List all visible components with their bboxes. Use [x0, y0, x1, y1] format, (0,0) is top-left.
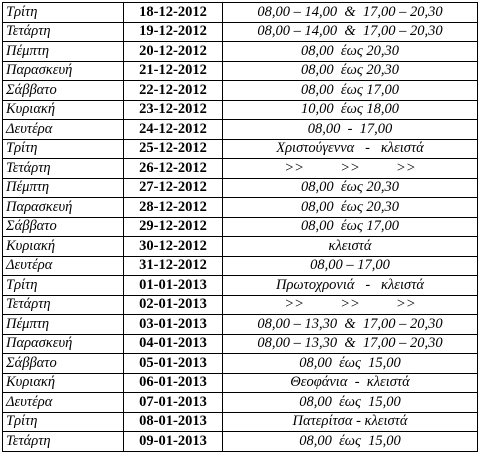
day-name-cell: Κυριακή — [3, 237, 124, 257]
opening-hours-cell: κλειστά — [223, 237, 478, 257]
opening-hours-cell: 08,00 – 14,00 & 17,00 – 20,30 — [223, 22, 478, 42]
schedule-row — [3, 354, 478, 374]
opening-hours-cell: 08,00 - 17,00 — [223, 120, 478, 140]
schedule-row — [3, 412, 478, 432]
schedule-row — [3, 198, 478, 218]
date-cell: 01-01-2013 — [124, 276, 223, 296]
schedule-row — [3, 22, 478, 42]
opening-hours-cell: Πρωτοχρονιά - κλειστά — [223, 276, 478, 296]
date-cell: 23-12-2012 — [124, 100, 223, 120]
opening-hours-table — [2, 2, 478, 452]
day-name-cell: Τρίτη — [3, 3, 124, 23]
date-cell: 20-12-2012 — [124, 42, 223, 62]
day-name-cell: Σάββατο — [3, 217, 124, 237]
day-name-cell: Κυριακή — [3, 100, 124, 120]
schedule-row — [3, 42, 478, 62]
date-cell: 21-12-2012 — [124, 61, 223, 81]
opening-hours-cell: 08,00 έως 17,00 — [223, 81, 478, 101]
opening-hours-cell: 08,00 έως 15,00 — [223, 432, 478, 452]
schedule-row — [3, 3, 478, 23]
date-cell: 09-01-2013 — [124, 432, 223, 452]
schedule-row — [3, 295, 478, 315]
date-cell: 26-12-2012 — [124, 159, 223, 179]
day-name-cell: Παρασκευή — [3, 198, 124, 218]
schedule-row — [3, 159, 478, 179]
opening-hours-cell: Χριστούγεννα - κλειστά — [223, 139, 478, 159]
schedule-row — [3, 81, 478, 101]
date-cell: 25-12-2012 — [124, 139, 223, 159]
date-cell: 24-12-2012 — [124, 120, 223, 140]
opening-hours-cell: Θεοφάνια - κλειστά — [223, 373, 478, 393]
schedule-row — [3, 256, 478, 276]
schedule-row — [3, 139, 478, 159]
day-name-cell: Δευτέρα — [3, 120, 124, 140]
date-cell: 27-12-2012 — [124, 178, 223, 198]
schedule-row — [3, 100, 478, 120]
schedule-row — [3, 393, 478, 413]
schedule-row — [3, 276, 478, 296]
schedule-row — [3, 61, 478, 81]
date-cell: 28-12-2012 — [124, 198, 223, 218]
day-name-cell: Τετάρτη — [3, 432, 124, 452]
opening-hours-cell: 08,00 – 17,00 — [223, 256, 478, 276]
date-cell: 22-12-2012 — [124, 81, 223, 101]
day-name-cell: Πέμπτη — [3, 178, 124, 198]
schedule-row — [3, 315, 478, 335]
schedule-row — [3, 334, 478, 354]
date-cell: 08-01-2013 — [124, 412, 223, 432]
day-name-cell: Σάββατο — [3, 354, 124, 374]
schedule-row — [3, 178, 478, 198]
date-cell: 18-12-2012 — [124, 3, 223, 23]
date-cell: 02-01-2013 — [124, 295, 223, 315]
opening-hours-cell: >> >> >> — [223, 295, 478, 315]
opening-hours-cell: 08,00 έως 17,00 — [223, 217, 478, 237]
opening-hours-cell: 08,00 έως 20,30 — [223, 178, 478, 198]
day-name-cell: Παρασκευή — [3, 334, 124, 354]
date-cell: 03-01-2013 — [124, 315, 223, 335]
date-cell: 30-12-2012 — [124, 237, 223, 257]
day-name-cell: Παρασκευή — [3, 61, 124, 81]
opening-hours-cell: 08,00 έως 20,30 — [223, 61, 478, 81]
day-name-cell: Δευτέρα — [3, 256, 124, 276]
opening-hours-cell: 10,00 έως 18,00 — [223, 100, 478, 120]
day-name-cell: Δευτέρα — [3, 393, 124, 413]
opening-hours-cell: 08,00 έως 15,00 — [223, 354, 478, 374]
opening-hours-cell: 08,00 έως 20,30 — [223, 42, 478, 62]
schedule-row — [3, 217, 478, 237]
date-cell: 04-01-2013 — [124, 334, 223, 354]
day-name-cell: Τετάρτη — [3, 159, 124, 179]
day-name-cell: Τρίτη — [3, 412, 124, 432]
date-cell: 06-01-2013 — [124, 373, 223, 393]
opening-hours-cell: 08,00 έως 20,30 — [223, 198, 478, 218]
date-cell: 07-01-2013 — [124, 393, 223, 413]
opening-hours-cell: 08,00 – 14,00 & 17,00 – 20,30 — [223, 3, 478, 23]
day-name-cell: Πέμπτη — [3, 42, 124, 62]
schedule-row — [3, 120, 478, 140]
day-name-cell: Τετάρτη — [3, 295, 124, 315]
day-name-cell: Τρίτη — [3, 139, 124, 159]
day-name-cell: Κυριακή — [3, 373, 124, 393]
date-cell: 19-12-2012 — [124, 22, 223, 42]
day-name-cell: Σάββατο — [3, 81, 124, 101]
date-cell: 31-12-2012 — [124, 256, 223, 276]
opening-hours-table-body — [3, 3, 478, 452]
schedule-row — [3, 432, 478, 452]
opening-hours-cell: 08,00 έως 15,00 — [223, 393, 478, 413]
day-name-cell: Τετάρτη — [3, 22, 124, 42]
date-cell: 05-01-2013 — [124, 354, 223, 374]
opening-hours-cell: 08,00 – 13,30 & 17,00 – 20,30 — [223, 315, 478, 335]
opening-hours-cell: 08,00 – 13,30 & 17,00 – 20,30 — [223, 334, 478, 354]
opening-hours-cell: Πατερίτσα - κλειστά — [223, 412, 478, 432]
day-name-cell: Τρίτη — [3, 276, 124, 296]
schedule-row — [3, 373, 478, 393]
schedule-row — [3, 237, 478, 257]
opening-hours-cell: >> >> >> — [223, 159, 478, 179]
date-cell: 29-12-2012 — [124, 217, 223, 237]
day-name-cell: Πέμπτη — [3, 315, 124, 335]
